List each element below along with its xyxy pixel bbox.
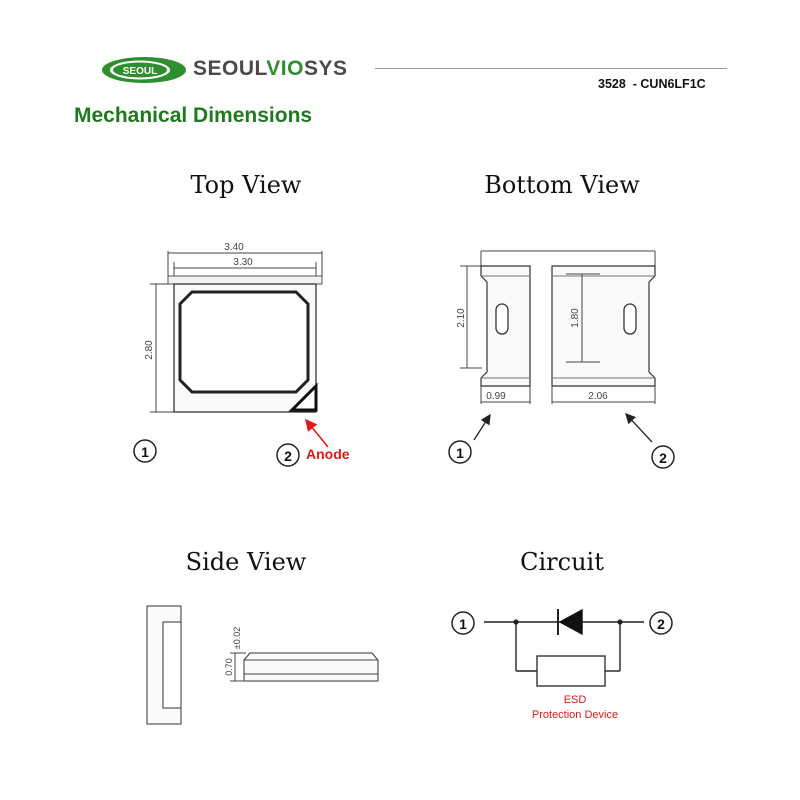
bottom-pin2-label: 2 xyxy=(659,450,667,466)
top-pin1-label: 1 xyxy=(141,444,149,460)
top-dim-outer-width: 3.40 xyxy=(224,242,244,253)
bottom-dim-left-height: 2.10 xyxy=(456,308,467,328)
circuit-node-right xyxy=(617,619,622,624)
section-title: Mechanical Dimensions xyxy=(74,104,313,127)
top-view-title: Top View xyxy=(190,171,302,199)
bottom-view-title: Bottom View xyxy=(484,171,640,199)
top-view-drawing xyxy=(150,251,328,447)
side-view-drawing xyxy=(147,606,378,724)
top-dim-inner-width: 3.30 xyxy=(233,257,253,268)
circuit-title: Circuit xyxy=(520,548,604,576)
bottom-pin1-label: 1 xyxy=(456,445,464,461)
side-dim-tolerance: ±0.02 xyxy=(232,626,242,650)
bottom-dim-right-width: 2.06 xyxy=(588,391,608,402)
esd-protection-label: Protection Device xyxy=(531,709,619,721)
side-dim-thickness: 0.70 xyxy=(224,658,234,676)
circuit-node-left xyxy=(513,619,518,624)
logo-badge-text: SEOUL xyxy=(122,66,158,77)
part-number: 3528 - CUN6LF1C xyxy=(598,77,706,91)
top-dim-height: 2.80 xyxy=(144,340,155,360)
anode-label: Anode xyxy=(306,446,350,462)
side-view-title: Side View xyxy=(185,548,307,576)
logo-vio: VIO xyxy=(266,57,304,80)
logo-seoul: SEOUL xyxy=(193,57,267,80)
logo-sys: SYS xyxy=(303,57,348,80)
bottom-view-drawing xyxy=(460,251,655,442)
circuit-pin2-label: 2 xyxy=(657,616,665,632)
esd-label: ESD xyxy=(563,694,587,706)
bottom-dim-left-width: 0.99 xyxy=(486,391,506,402)
circuit-pin1-label: 1 xyxy=(459,616,467,632)
top-pin2-label: 2 xyxy=(284,448,292,464)
bottom-dim-pad-height: 1.80 xyxy=(570,308,581,328)
